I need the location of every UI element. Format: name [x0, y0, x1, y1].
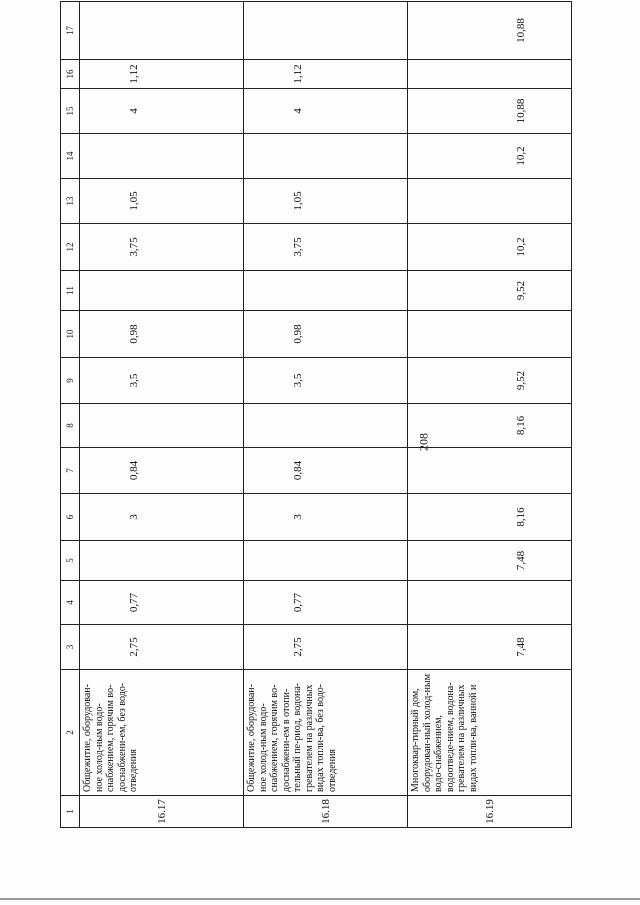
- row-code: 16.19: [408, 796, 572, 828]
- table-cell: 3,5: [80, 358, 244, 404]
- table-container: [60, 18, 570, 828]
- column-number: 17: [61, 2, 80, 60]
- table-cell: 4: [244, 89, 408, 134]
- table-cell: 3,5: [244, 358, 408, 404]
- table-cell: 1,12: [80, 60, 244, 89]
- column-number-row: [61, 2, 80, 828]
- table-cell: 1,12: [244, 60, 408, 89]
- table-cell: 0,98: [244, 311, 408, 358]
- table-cell: 1,05: [80, 179, 244, 224]
- column-number: 13: [61, 179, 80, 224]
- column-number: 16: [61, 60, 80, 89]
- table-cell: [408, 311, 572, 358]
- table-cell: 9,52: [408, 358, 572, 404]
- table-cell: [244, 404, 408, 448]
- row-description: Многоквар-тирный дом, оборудован-ный холод-ным водо-снабжением, водоотведе-нием, водона-гревателем на различных видах топли-ва, ванной и: [408, 670, 572, 796]
- page-number: 208: [416, 433, 431, 451]
- table-cell: 7,48: [408, 541, 572, 581]
- column-number: 7: [61, 448, 80, 494]
- table-cell: [80, 271, 244, 311]
- table-cell: 0,98: [80, 311, 244, 358]
- table-cell: [244, 134, 408, 179]
- table-cell: [244, 2, 408, 60]
- table-cell: [80, 2, 244, 60]
- table-cell: 1,05: [244, 179, 408, 224]
- column-number: 1: [61, 796, 80, 828]
- table-cell: 8,16: [408, 404, 572, 448]
- table-cell: 0,84: [80, 448, 244, 494]
- column-number: 12: [61, 224, 80, 271]
- column-number: 4: [61, 581, 80, 625]
- tariff-table: [60, 1, 572, 828]
- table-cell: 9,52: [408, 271, 572, 311]
- column-number: 10: [61, 311, 80, 358]
- column-number: 14: [61, 134, 80, 179]
- column-number: 6: [61, 494, 80, 541]
- rotated-table-frame: [60, 18, 570, 828]
- table-row: [80, 2, 244, 828]
- column-number: 8: [61, 404, 80, 448]
- row-code: 16.17: [80, 796, 244, 828]
- bottom-divider: [0, 898, 640, 900]
- table-row: [244, 2, 408, 828]
- table-cell: 0,84: [244, 448, 408, 494]
- table-cell: [408, 60, 572, 89]
- table-cell: [244, 271, 408, 311]
- table-cell: [408, 581, 572, 625]
- table-cell: 3,75: [244, 224, 408, 271]
- table-cell: 10,2: [408, 224, 572, 271]
- table-cell: [408, 179, 572, 224]
- column-number: 9: [61, 358, 80, 404]
- column-number: 2: [61, 670, 80, 796]
- table-cell: [408, 448, 572, 494]
- row-description: Общежитие, оборудован-ное холод-ным водо-снабжением, горячим во-доснабжени-ем в отопи-тельный пе-риод, водона-гревателем на различных видах топли-ва, без водо-отведения: [244, 670, 408, 796]
- column-number: 3: [61, 625, 80, 670]
- table-cell: 10,88: [408, 2, 572, 60]
- row-description: Общежитие, оборудован-ное холод-ным водо-снабжением, горячим во-доснабжени-ем, без водо-отведения: [80, 670, 244, 796]
- column-number: 5: [61, 541, 80, 581]
- column-number: 11: [61, 271, 80, 311]
- table-cell: 4: [80, 89, 244, 134]
- table-cell: 2,75: [80, 625, 244, 670]
- table-cell: 3: [244, 494, 408, 541]
- table-row: [408, 2, 572, 828]
- table-cell: 0,77: [244, 581, 408, 625]
- table-cell: 8,16: [408, 494, 572, 541]
- table-cell: 3: [80, 494, 244, 541]
- table-cell: 2,75: [244, 625, 408, 670]
- table-cell: 0,77: [80, 581, 244, 625]
- table-cell: 3,75: [80, 224, 244, 271]
- table-cell: [80, 134, 244, 179]
- row-code: 16.18: [244, 796, 408, 828]
- table-cell: [80, 541, 244, 581]
- column-number: 15: [61, 89, 80, 134]
- table-cell: 10,2: [408, 134, 572, 179]
- table-cell: 7,48: [408, 625, 572, 670]
- table-cell: [80, 404, 244, 448]
- table-cell: [244, 541, 408, 581]
- table-cell: 10,88: [408, 89, 572, 134]
